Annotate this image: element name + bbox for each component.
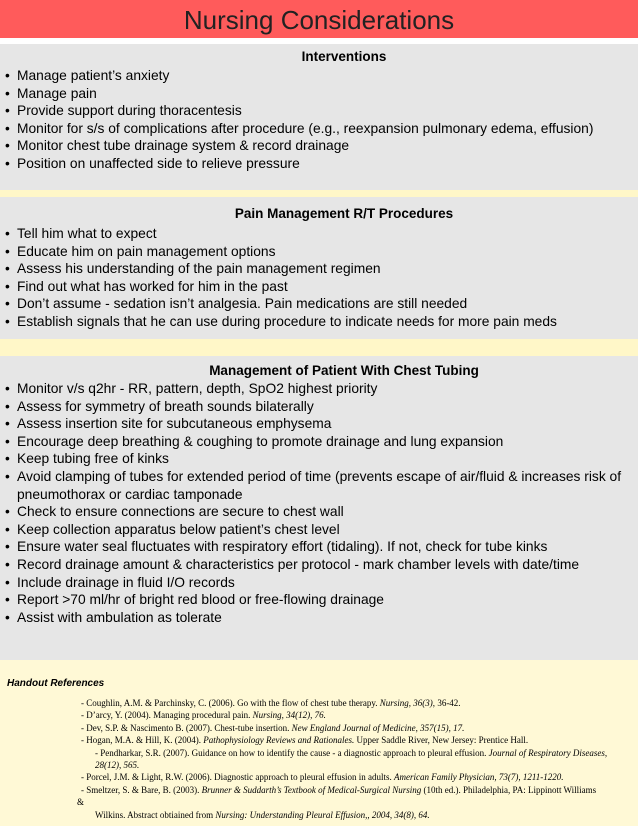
list-item: • Position on unaffected side to relieve pressure xyxy=(0,155,638,173)
title-bar xyxy=(0,0,638,38)
list-item: • Educate him on pain management options xyxy=(0,243,638,261)
list-item: • Include drainage in fluid I/O records xyxy=(0,574,638,592)
pain-management-list xyxy=(0,225,638,331)
reference-item: - D’arcy, Y. (2004). Managing procedural pain. Nursing, 34(12), 76. xyxy=(81,710,326,721)
reference-item: - Smeltzer, S. & Bare, B. (2003). Brunner & Suddarth’s Textbook of Medical-Surgical Nursing (10th ed.). Philadelphia, PA: Lippinott Williams xyxy=(81,784,597,795)
list-item: • Tell him what to expect xyxy=(0,225,638,243)
reference-item: - Dev, S.P. & Nascimento B. (2007). Chest-tube insertion. New England Journal of Medicine, 357(15), 17. xyxy=(81,722,465,733)
references-list xyxy=(77,697,631,821)
list-item: • Manage pain xyxy=(0,85,638,103)
list-item: • Monitor chest tube drainage system & record drainage xyxy=(0,137,638,155)
interventions-heading: Interventions xyxy=(301,49,387,64)
list-item: • Assess his understanding of the pain management regimen xyxy=(0,260,638,278)
list-item: • Find out what has worked for him in the past xyxy=(0,278,638,296)
list-item: • Assess for symmetry of breath sounds bilaterally xyxy=(0,398,638,416)
references-section xyxy=(0,660,638,826)
list-item: • Assist with ambulation as tolerate xyxy=(0,609,638,627)
list-item: • Encourage deep breathing & coughing to promote drainage and lung expansion xyxy=(0,433,638,451)
reference-item: - Pendharkar, S.R. (2007). Guidance on how to identify the cause - a diagnostic approach to pleural effusion. Journal of Respiratory Diseases, 28(12), 565. xyxy=(95,747,608,771)
list-item: • Monitor for s/s of complications after procedure (e.g., reexpansion pulmonary edema, effusion) xyxy=(0,120,638,138)
list-item: • Monitor v/s q2hr - RR, pattern, depth, SpO2 highest priority xyxy=(0,380,638,398)
interventions-panel xyxy=(0,44,638,190)
references-heading: Handout References xyxy=(7,678,105,689)
reference-item-continuation: Wilkins. Abstract obtiained from Nursing: Understanding Pleural Effusion,, 2004, 34(8), 64. xyxy=(95,809,430,820)
list-item: • Record drainage amount & characteristics per protocol - mark chamber levels with date/time xyxy=(0,556,638,574)
pain-management-panel xyxy=(0,197,638,339)
pain-management-heading: Pain Management R/T Procedures xyxy=(234,206,454,221)
reference-item: - Coughlin, A.M. & Parchinsky, C. (2006). Go with the flow of chest tube therapy. Nursing, 36(3), 36-42. xyxy=(81,698,461,708)
chest-tubing-list xyxy=(0,380,638,626)
list-item: • Check to ensure connections are secure to chest wall xyxy=(0,503,638,521)
reference-item: - Hogan, M.A. & Hill, K. (2004). Pathophysiology Reviews and Rationales. Upper Saddle River, New Jersey: Prentice Hall. xyxy=(81,735,529,746)
list-item: • Ensure water seal fluctuates with respiratory effort (tidaling). If not, check for tube kinks xyxy=(0,538,638,556)
list-item: • Manage patient’s anxiety xyxy=(0,67,638,85)
interventions-list xyxy=(0,67,638,173)
chest-tubing-panel xyxy=(0,356,638,660)
list-item: • Establish signals that he can use during procedure to indicate needs for more pain meds xyxy=(0,313,638,331)
list-item: • Provide support during thoracentesis xyxy=(0,102,638,120)
list-item: • Don’t assume - sedation isn’t analgesia. Pain medications are still needed xyxy=(0,295,638,313)
list-item: • Keep collection apparatus below patient’s chest level xyxy=(0,521,638,539)
list-item: • Assess insertion site for subcutaneous emphysema xyxy=(0,415,638,433)
reference-ampersand: & xyxy=(77,797,85,808)
list-item: • Keep tubing free of kinks xyxy=(0,450,638,468)
list-item: • Avoid clamping of tubes for extended period of time (prevents escape of air/fluid & increases risk of pneumothorax or cardiac tamponade xyxy=(0,468,638,503)
reference-item: - Porcel, J.M. & Light, R.W. (2006). Diagnostic approach to pleural effusion in adults. American Family Physician, 73(7), 1211-1220. xyxy=(81,772,564,783)
page-title: Nursing Considerations xyxy=(183,5,455,35)
chest-tubing-heading: Management of Patient With Chest Tubing xyxy=(209,363,479,378)
list-item: • Report >70 ml/hr of bright red blood or free-flowing drainage xyxy=(0,591,638,609)
divider-stripe xyxy=(0,339,638,356)
